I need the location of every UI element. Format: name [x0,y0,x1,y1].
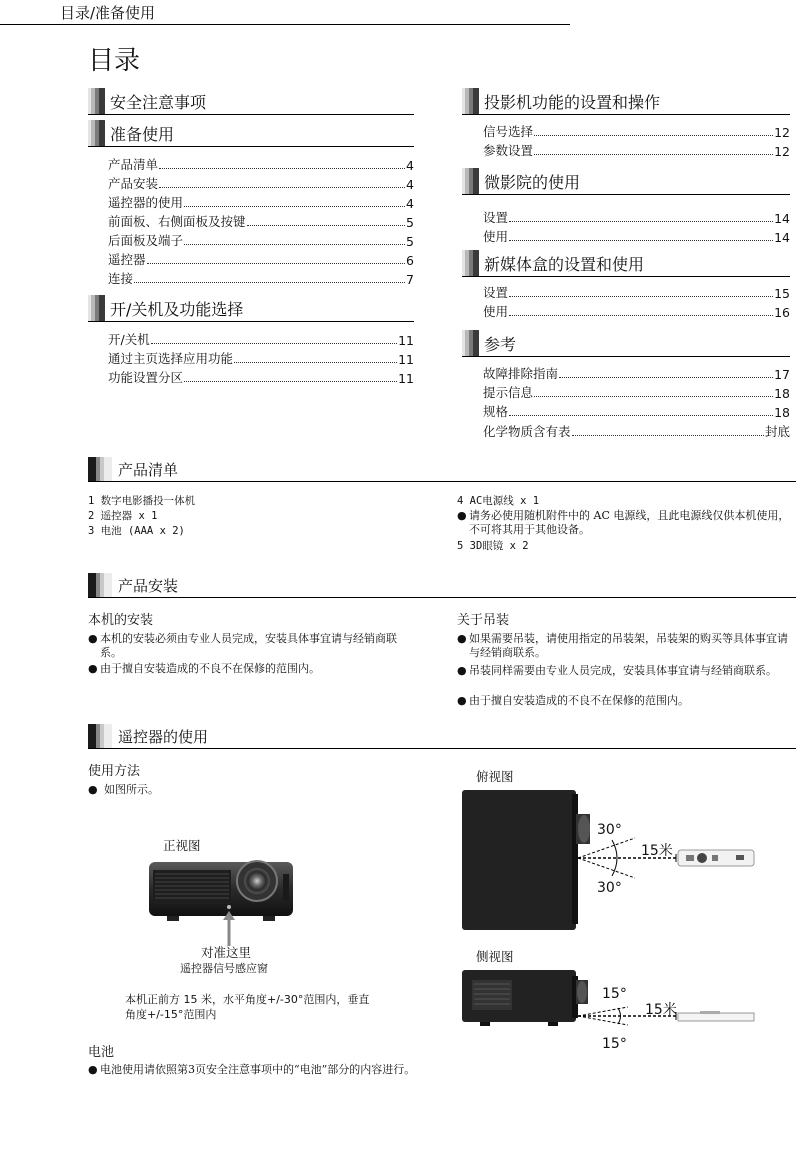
usage-bullet: ● 如图所示。 [88,783,159,796]
toc-entry[interactable]: 设置 14 [483,210,790,226]
toc-heading-media: 新媒体盒的设置和使用 [462,250,790,277]
sensor-label: 遥控器信号感应窗 [180,962,268,975]
product-note: ● 请务必使用随机附件中的 AC 电源线，且此电源线仅供本机使用，不可将其用于其他设备。 [457,509,790,536]
side-angle-upper: 15° [602,986,627,1002]
toc-entry[interactable]: 故障排除指南 17 [483,366,790,382]
heading-bar-icon [88,120,105,146]
battery-bullet: ● 电池使用请依照第3页安全注意事项中的“电池”部分的内容进行。 [88,1063,416,1076]
heading-bar-icon [88,457,112,481]
top-angle-upper: 30° [597,822,622,838]
toc-entry[interactable]: 前面板、右侧面板及按键 5 [108,214,414,230]
ceiling-mount-bullet: ● 吊装同样需要由专业人员完成，安装具体事宜请与经销商联系。 [457,664,777,677]
heading-bar-icon [462,250,479,276]
toc-heading-safety: 安全注意事项 [88,88,414,115]
aim-label: 对准这里 [201,945,252,960]
heading-bar-icon [462,168,479,194]
toc-entry[interactable]: 产品安装 4 [108,176,414,192]
front-view-label: 正视图 [163,838,201,853]
installation-subheading: 本机的安装 [88,613,154,628]
range-note: 本机正前方 15 米，水平角度+/-30°范围内，垂直角度+/-15°范围内 [125,993,370,1021]
heading-bar-icon [88,295,105,321]
toc-entry[interactable]: 后面板及端子 5 [108,233,414,249]
product-item: 5 3D眼镜 x 2 [457,540,529,552]
heading-bar-icon [462,330,479,356]
installation-bullet: ● 由于擅自安装造成的不良不在保修的范围内。 [88,662,320,675]
toc-entry[interactable]: 开/关机 11 [108,332,414,348]
side-view-label: 侧视图 [476,949,514,964]
top-distance: 15米 [641,843,673,859]
product-item: 1 数字电影播投一体机 [88,495,196,507]
battery-subheading: 电池 [88,1045,115,1060]
top-view-label: 俯视图 [476,769,514,784]
toc-entry[interactable]: 遥控器的使用 4 [108,195,414,211]
ceiling-mount-bullet: ● 由于擅自安装造成的不良不在保修的范围内。 [457,694,689,707]
heading-bar-icon [88,724,112,748]
toc-entry[interactable]: 设置 15 [483,285,790,301]
toc-entry[interactable]: 遥控器 6 [108,252,414,268]
toc-entry[interactable]: 产品清单 4 [108,157,414,173]
toc-heading-power: 开/关机及功能选择 [88,295,414,322]
toc-entry[interactable]: 通过主页选择应用功能 11 [108,351,414,367]
toc-entry[interactable]: 规格 18 [483,404,790,420]
installation-bullet: ● 本机的安装必须由专业人员完成，安装具体事宜请与经销商联系。 [88,632,397,659]
running-title: 目录/准备使用 [60,4,156,22]
page-title: 目录 [88,46,141,76]
toc-entry[interactable]: 使用 16 [483,304,790,320]
toc-entry[interactable]: 化学物质含有表 封底 [483,424,790,439]
toc-entry[interactable]: 功能设置分区 11 [108,370,414,386]
toc-heading-reference: 参考 [462,330,790,357]
ceiling-mount-bullet: ● 如果需要吊装，请使用指定的吊装架，吊装架的购买等具体事宜请与经销商联系。 [457,632,788,659]
toc-entry[interactable]: 提示信息 18 [483,385,790,401]
toc-heading-cinema: 微影院的使用 [462,168,790,195]
side-distance: 15米 [645,1002,677,1018]
heading-bar-icon [88,573,112,597]
product-item: 4 AC电源线 x 1 [457,495,540,507]
section-heading-product-list: 产品清单 [88,457,796,482]
projector-front-illustration [145,856,300,948]
toc-entry[interactable]: 参数设置 12 [483,143,790,159]
top-view-diagram [460,788,760,936]
header-rule [0,24,570,25]
ceiling-mount-subheading: 关于吊装 [457,613,510,628]
toc-heading-projector: 投影机功能的设置和操作 [462,88,790,115]
section-heading-remote: 遥控器的使用 [88,724,796,749]
product-item: 2 遥控器 x 1 [88,510,158,522]
toc-entry[interactable]: 使用 14 [483,229,790,245]
product-item: 3 电池 (AAA x 2) [88,525,185,537]
toc-heading-prep: 准备使用 [88,120,414,147]
toc-entry[interactable]: 信号选择 12 [483,124,790,140]
section-heading-installation: 产品安装 [88,573,796,598]
heading-bar-icon [462,88,479,114]
heading-bar-icon [88,88,105,114]
toc-entry[interactable]: 连接 7 [108,271,414,287]
side-angle-lower: 15° [602,1036,627,1052]
usage-subheading: 使用方法 [88,764,141,779]
top-angle-lower: 30° [597,880,622,896]
